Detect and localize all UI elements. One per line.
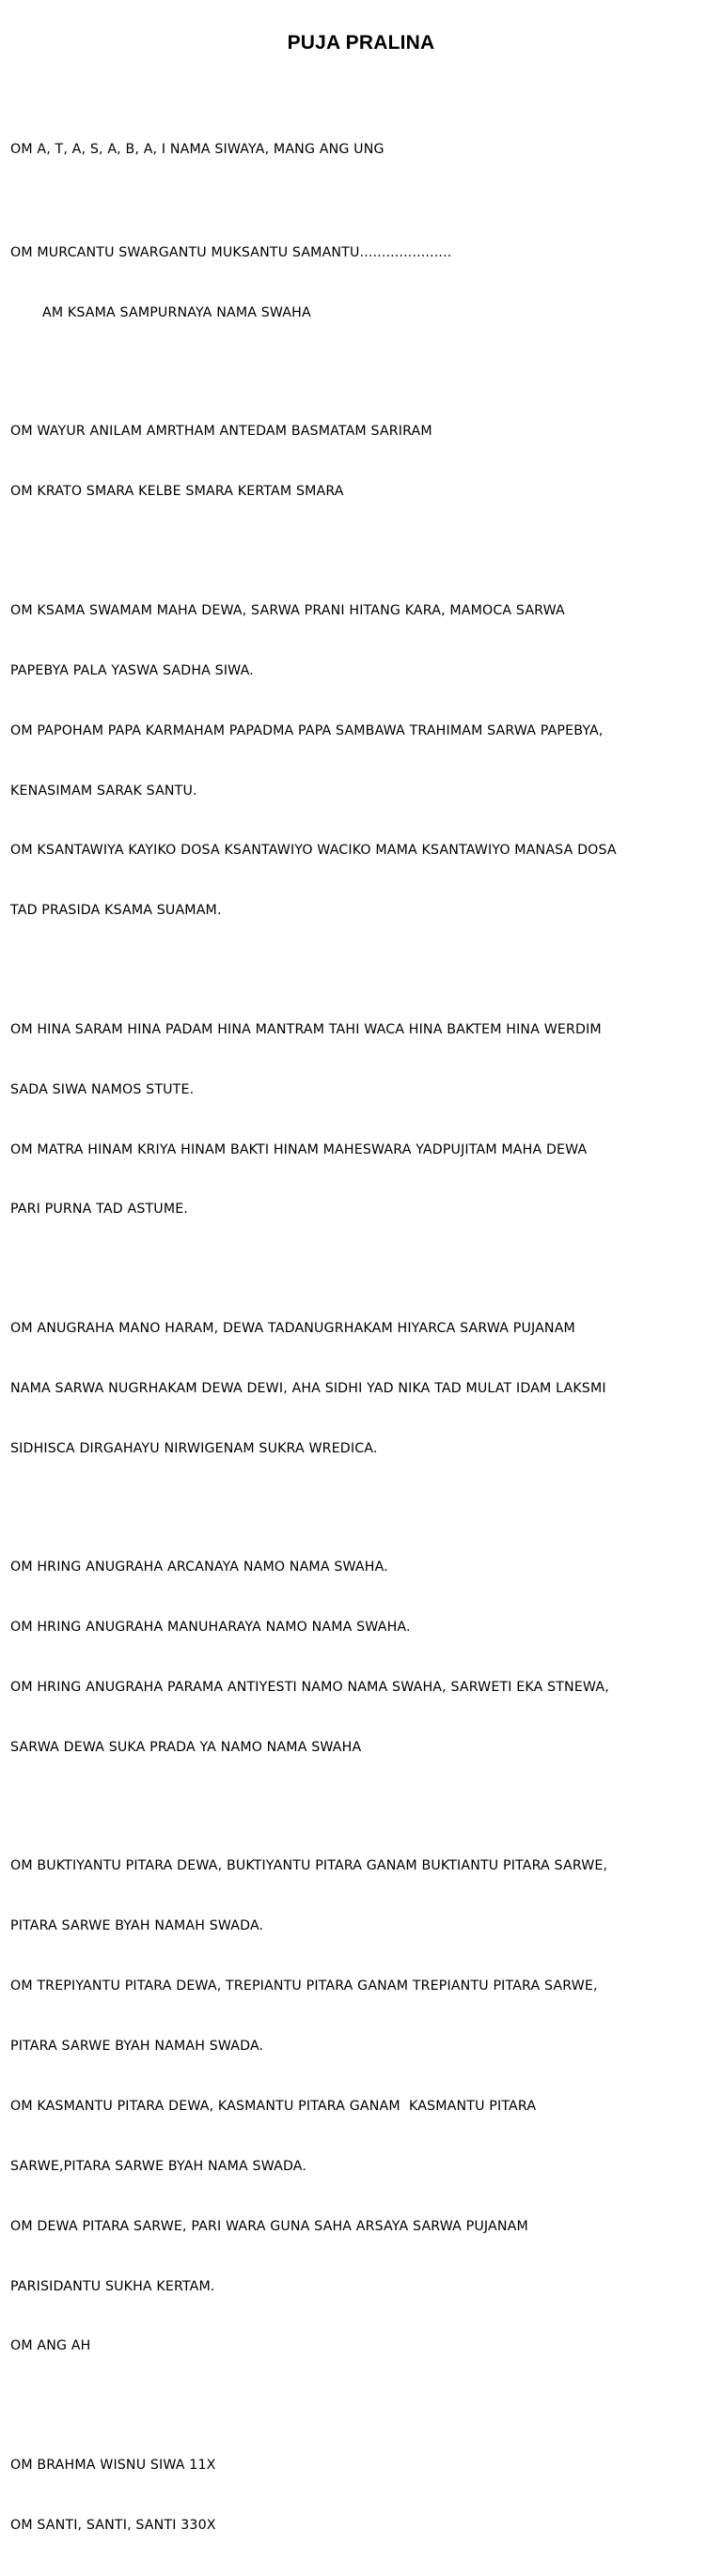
text-line: SIDHISCA DIRGAHAYU NIRWIGENAM SUKRA WREDICA. [10, 1440, 378, 1456]
text-line: SARWA DEWA SUKA PRADA YA NAMO NAMA SWAHA [10, 1739, 362, 1755]
text-line: OM WAYUR ANILAM AMRTHAM ANTEDAM BASMATAM SARIRAM [10, 424, 432, 440]
text-line: KENASIMAM SARAK SANTU. [10, 783, 197, 799]
text-line: OM DEWA PITARA SARWE, PARI WARA GUNA SAHA ARSAYA SARWA PUJANAM [10, 2218, 528, 2234]
text-line: AM KSAMA SAMPURNAYA NAMA SWAHA [42, 304, 311, 320]
spacer [10, 1499, 717, 1518]
page-title: PUJA PRALINA [287, 32, 435, 54]
text-line: PARISIDANTU SUKHA KERTAM. [10, 2278, 215, 2294]
text-line: PAPEBYA PALA YASWA SADHA SIWA. [10, 662, 254, 678]
text-line: OM TREPIYANTU PITARA DEWA, TREPIANTU PITARA GANAM TREPIANTU PITARA SARWE, [10, 1979, 598, 1994]
text-line: OM BUKTIYANTU PITARA DEWA, BUKTIYANTU PITARA GANAM BUKTIANTU PITARA SARWE, [10, 1858, 608, 1874]
text-line: SADA SIWA NAMOS STUTE. [10, 1081, 195, 1097]
text-line: OM ANUGRAHA MANO HARAM, DEWA TADANUGRHAKAM HIYARCA SARWA PUJANAM [10, 1320, 575, 1336]
spacer [10, 199, 717, 203]
spacer [10, 1260, 717, 1279]
text-line: PARI PURNA TAD ASTUME. [10, 1202, 189, 1218]
text-line: NAMA SARWA NUGRHAKAM DEWA DEWI, AHA SIDHI YAD NIKA TAD MULAT IDAM LAKSMI [10, 1380, 606, 1396]
text-line: OM KASMANTU PITARA DEWA, KASMANTU PITARA GANAM KASMANTU PITARA [10, 2098, 537, 2114]
spacer [10, 961, 717, 980]
text-line: OM HRING ANUGRAHA PARAMA ANTIYESTI NAMO NAMA SWAHA, SARWETI EKA STNEWA, [10, 1679, 609, 1695]
text-line: OM KRATO SMARA KELBE SMARA KERTAM SMARA [10, 484, 344, 500]
text-line: SARWE,PITARA SARWE BYAH NAMA SWADA. [10, 2158, 307, 2174]
spacer [10, 2397, 717, 2415]
text-line: OM PAPOHAM PAPA KARMAHAM PAPADMA PAPA SAMBAWA TRAHIMAM SARWA PAPEBYA, [10, 722, 604, 738]
text-line: OM KSANTAWIYA KAYIKO DOSA KSANTAWIYO WACIKO MAMA KSANTAWIYO MANASA DOSA [10, 843, 617, 859]
text-line: OM A, T, A, S, A, B, A, I NAMA SIWAYA, MANG ANG UNG [10, 141, 385, 157]
text-line: PITARA SARWE BYAH NAMAH SWADA. [10, 2039, 264, 2055]
text-line: OM HRING ANUGRAHA ARCANAYA NAMO NAMA SWAHA. [10, 1560, 388, 1575]
text-line: OM MATRA HINAM KRIYA HINAM BAKTI HINAM MAHESWARA YADPUJITAM MAHA DEWA [10, 1141, 588, 1157]
text-line: OM HINA SARAM HINA PADAM HINA MANTRAM TAHI WACA HINA BAKTEM HINA WERDIM [10, 1021, 602, 1037]
text-line: TAD PRASIDA KSAMA SUAMAM. [10, 903, 222, 919]
text-line: OM SANTI, SANTI, SANTI 330X [10, 2517, 216, 2533]
spacer [10, 364, 717, 382]
text-line: OM HRING ANUGRAHA MANUHARAYA NAMO NAMA SWAHA. [10, 1620, 411, 1636]
spacer [10, 1798, 717, 1817]
text-line: OM KSAMA SWAMAM MAHA DEWA, SARWA PRANI HITANG KARA, MAMOCA SARWA [10, 602, 565, 618]
spacer [10, 542, 717, 561]
mantra-text-block [10, 100, 717, 2576]
text-line: OM ANG AH [10, 2338, 91, 2354]
text-line: PITARA SARWE BYAH NAMAH SWADA. [10, 1918, 264, 1934]
text-line: OM BRAHMA WISNU SIWA 11X [10, 2457, 216, 2473]
text-line: OM MURCANTU SWARGANTU MUKSANTU SAMANTU..................... [10, 245, 452, 261]
